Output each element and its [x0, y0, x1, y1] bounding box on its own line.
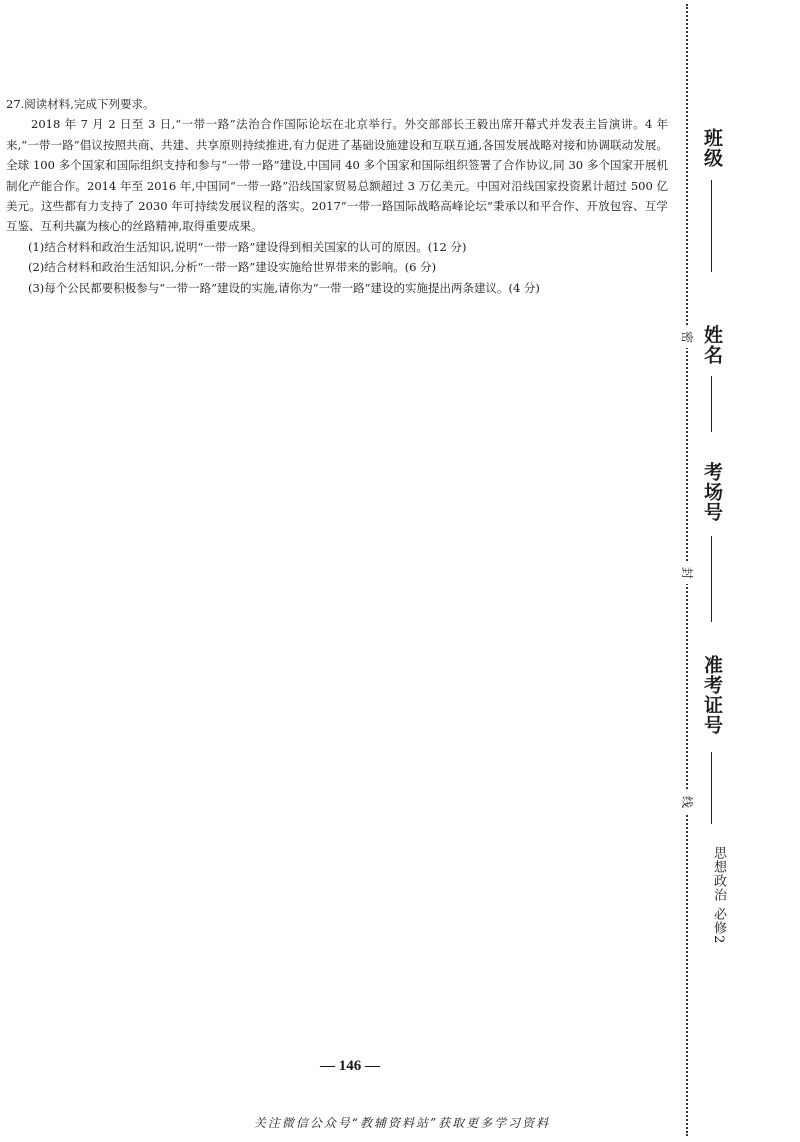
seal-char-feng: 封 — [680, 562, 694, 584]
exam-room-field-line[interactable] — [711, 536, 712, 622]
question-27 — [6, 94, 668, 298]
admission-number-field-label: 准考证号 — [701, 655, 723, 735]
seal-char-xian: 线 — [680, 791, 694, 813]
question-material: 2018 年 7 月 2 日至 3 日,“一带一路”法治合作国际论坛在北京举行。外交部部长王毅出席开幕式并发表主旨演讲。4 年来,“一带一路”倡议按照共商、共建、共享原则持续推进,有力促进了基础设施建设和互联互通,各国发展战略对接和协调联动发展。全球 100 多个国家和国际组织支持和参与“一带一路”建设,中国同 40 多个国家和国际组织签署了合作协议,同 30 多个国家开展机制化产能合作。2014 年至 2016 年,中国同“一带一路”沿线国家贸易总额超过 3 万亿美元。中国对沿线国家投资累计超过 500 亿美元。这些都有力支持了 2030 年可持续发展议程的落实。2017“一带一路国际战略高峰论坛”秉承以和平合作、开放包容、互学互鉴、互利共赢为核心的丝路精神,取得重要成果。 — [6, 117, 668, 234]
name-field-label: 姓名 — [701, 325, 723, 365]
class-field-line[interactable] — [711, 180, 712, 272]
exam-room-field-label: 考场号 — [701, 462, 723, 522]
page-number: — 146 — — [320, 1058, 380, 1074]
question-item-3: (3)每个公民都要积极参与“一带一路”建设的实施,请你为“一带一路”建设的实施提出两条建议。(4 分) — [28, 280, 540, 295]
question-title: 27.阅读材料,完成下列要求。 — [6, 97, 155, 111]
class-field-label: 班级 — [701, 128, 723, 168]
question-item-2: (2)结合材料和政治生活知识,分析“一带一路”建设实施给世界带来的影响。(6 分) — [28, 260, 437, 275]
question-item-1: (1)结合材料和政治生活知识,说明“一带一路”建设得到相关国家的认可的原因。(12 分) — [28, 239, 467, 254]
subject-label: 思想政治 必修2 — [711, 846, 726, 945]
footer-note: 关注微信公众号“教辅资料站”获取更多学习资料 — [253, 1116, 551, 1130]
name-field-line[interactable] — [711, 376, 712, 432]
seal-char-mi: 密 — [680, 326, 694, 348]
admission-number-field-line[interactable] — [711, 752, 712, 824]
